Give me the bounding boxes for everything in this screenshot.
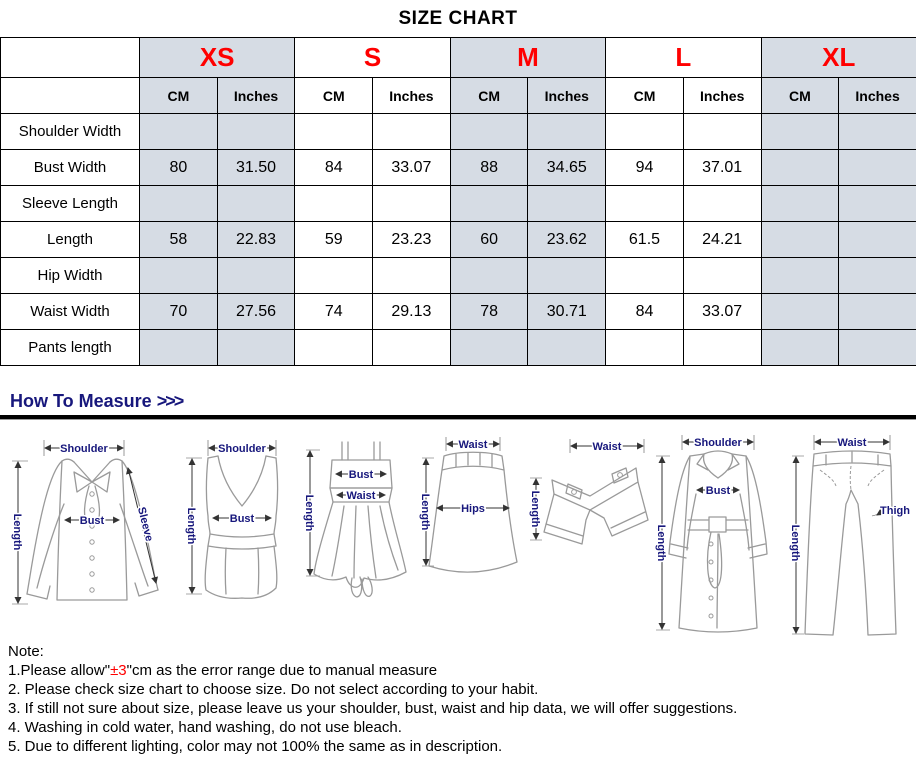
value-cell — [606, 330, 684, 366]
value-cell — [217, 114, 295, 150]
value-cell — [528, 114, 606, 150]
note-label: Note: — [8, 642, 916, 661]
value-cell: 60 — [450, 222, 528, 258]
unit-header: Inches — [839, 78, 916, 114]
vest-figure — [180, 428, 302, 628]
value-cell — [839, 294, 916, 330]
value-cell — [683, 258, 761, 294]
row-label: Pants length — [1, 330, 140, 366]
skirt-waist-label: Waist — [459, 439, 488, 451]
value-cell: 30.71 — [528, 294, 606, 330]
note-line-5: 5. Due to different lighting, color may not 100% the same as in description. — [8, 737, 916, 756]
coat-shoulder-label: Shoulder — [694, 437, 742, 449]
value-cell: 84 — [295, 150, 373, 186]
value-cell — [528, 258, 606, 294]
value-cell: 29.13 — [373, 294, 451, 330]
blouse-length-label: Length — [11, 514, 23, 551]
value-cell — [140, 114, 218, 150]
value-cell — [606, 258, 684, 294]
notes — [0, 636, 916, 764]
note1-prefix: 1.Please allow" — [8, 662, 110, 679]
value-cell: 78 — [450, 294, 528, 330]
shorts-length-label: Length — [529, 491, 541, 528]
blouse-shoulder-label: Shoulder — [60, 443, 108, 455]
how-to-measure-text: How To Measure — [10, 391, 152, 411]
size-chart-table — [0, 37, 916, 366]
value-cell: 23.23 — [373, 222, 451, 258]
unit-header: CM — [761, 78, 839, 114]
value-cell: 58 — [140, 222, 218, 258]
value-cell — [761, 114, 839, 150]
coat-bust-label: Bust — [706, 485, 731, 497]
unit-header: CM — [606, 78, 684, 114]
value-cell — [373, 186, 451, 222]
corner-cell — [1, 38, 140, 78]
value-cell — [683, 114, 761, 150]
value-cell — [606, 186, 684, 222]
value-cell: 84 — [606, 294, 684, 330]
unit-header-row — [1, 78, 916, 114]
value-cell: 24.21 — [683, 222, 761, 258]
note-line-1 — [8, 661, 916, 680]
unit-header: CM — [295, 78, 373, 114]
value-cell — [373, 258, 451, 294]
table-row — [1, 330, 916, 366]
vest-shoulder-label: Shoulder — [218, 443, 266, 455]
blouse-bust-label: Bust — [80, 515, 105, 527]
blouse-figure — [4, 428, 180, 628]
value-cell — [373, 114, 451, 150]
shorts-waist-label: Waist — [593, 441, 622, 453]
value-cell: 34.65 — [528, 150, 606, 186]
skirt-length-label: Length — [419, 494, 431, 531]
table-row — [1, 294, 916, 330]
row-label: Waist Width — [1, 294, 140, 330]
size-header-l: L — [606, 38, 761, 78]
table-row — [1, 258, 916, 294]
table-row — [1, 222, 916, 258]
value-cell — [295, 258, 373, 294]
value-cell — [450, 258, 528, 294]
dress-length-label: Length — [303, 495, 315, 532]
error-range-value: ±3 — [110, 662, 127, 679]
value-cell — [450, 330, 528, 366]
value-cell: 22.83 — [217, 222, 295, 258]
value-cell — [839, 222, 916, 258]
value-cell — [839, 330, 916, 366]
unit-header: Inches — [217, 78, 295, 114]
row-label: Hip Width — [1, 258, 140, 294]
value-cell: 74 — [295, 294, 373, 330]
pants-figure — [786, 428, 912, 640]
shorts-figure — [524, 428, 650, 628]
row-label: Length — [1, 222, 140, 258]
size-header-xs: XS — [140, 38, 295, 78]
unit-header: Inches — [373, 78, 451, 114]
value-cell — [295, 186, 373, 222]
value-cell — [761, 294, 839, 330]
value-cell: 33.07 — [683, 294, 761, 330]
unit-header: CM — [450, 78, 528, 114]
value-cell: 59 — [295, 222, 373, 258]
note-line-3: 3. If still not sure about size, please leave us your shoulder, bust, waist and hip data, we will offer suggestions. — [8, 699, 916, 718]
coat-length-label: Length — [655, 525, 667, 562]
value-cell — [606, 114, 684, 150]
chevrons-icon: >>> — [157, 391, 183, 411]
unit-header: Inches — [528, 78, 606, 114]
table-row — [1, 186, 916, 222]
size-header-s: S — [295, 38, 450, 78]
dress-waist-label: Waist — [347, 490, 376, 502]
value-cell: 37.01 — [683, 150, 761, 186]
note-line-2: 2. Please check size chart to choose size. Do not select according to your habit. — [8, 680, 916, 699]
value-cell — [839, 186, 916, 222]
value-cell — [217, 330, 295, 366]
value-cell — [450, 114, 528, 150]
row-label: Sleeve Length — [1, 186, 140, 222]
value-cell — [761, 330, 839, 366]
value-cell: 61.5 — [606, 222, 684, 258]
table-row — [1, 114, 916, 150]
value-cell — [217, 186, 295, 222]
pants-thigh-label: Thigh — [880, 505, 910, 517]
vest-length-label: Length — [185, 508, 197, 545]
unit-header: CM — [140, 78, 218, 114]
value-cell — [140, 330, 218, 366]
value-cell: 94 — [606, 150, 684, 186]
value-cell — [528, 330, 606, 366]
dress-bust-label: Bust — [349, 469, 374, 481]
value-cell — [683, 330, 761, 366]
pants-length-label: Length — [789, 525, 801, 562]
value-cell — [761, 222, 839, 258]
value-cell — [761, 150, 839, 186]
value-cell: 23.62 — [528, 222, 606, 258]
value-cell — [839, 258, 916, 294]
coat-figure — [650, 428, 786, 640]
row-label: Bust Width — [1, 150, 140, 186]
value-cell — [528, 186, 606, 222]
value-cell — [683, 186, 761, 222]
measure-figures — [0, 420, 916, 636]
corner-cell — [1, 78, 140, 114]
value-cell: 70 — [140, 294, 218, 330]
value-cell — [761, 186, 839, 222]
value-cell — [761, 258, 839, 294]
value-cell: 31.50 — [217, 150, 295, 186]
vest-bust-label: Bust — [230, 513, 255, 525]
value-cell — [373, 330, 451, 366]
note1-suffix: "cm as the error range due to manual measure — [127, 662, 437, 679]
how-to-measure-heading — [10, 391, 182, 411]
value-cell — [295, 114, 373, 150]
value-cell: 33.07 — [373, 150, 451, 186]
dress-figure — [302, 428, 418, 628]
value-cell — [450, 186, 528, 222]
row-label: Shoulder Width — [1, 114, 140, 150]
value-cell — [140, 186, 218, 222]
page-title: SIZE CHART — [0, 0, 916, 37]
value-cell — [140, 258, 218, 294]
pants-waist-label: Waist — [838, 437, 867, 449]
note-line-4: 4. Washing in cold water, hand washing, do not use bleach. — [8, 718, 916, 737]
value-cell — [217, 258, 295, 294]
value-cell — [839, 114, 916, 150]
size-header-m: M — [450, 38, 605, 78]
table-row — [1, 150, 916, 186]
skirt-figure — [418, 428, 524, 628]
size-header-row — [1, 38, 916, 78]
value-cell: 88 — [450, 150, 528, 186]
skirt-hips-label: Hips — [461, 503, 485, 515]
value-cell: 80 — [140, 150, 218, 186]
size-header-xl: XL — [761, 38, 916, 78]
value-cell: 27.56 — [217, 294, 295, 330]
blouse-sleeve-label: Sleeve — [135, 506, 155, 543]
value-cell — [839, 150, 916, 186]
unit-header: Inches — [683, 78, 761, 114]
value-cell — [295, 330, 373, 366]
